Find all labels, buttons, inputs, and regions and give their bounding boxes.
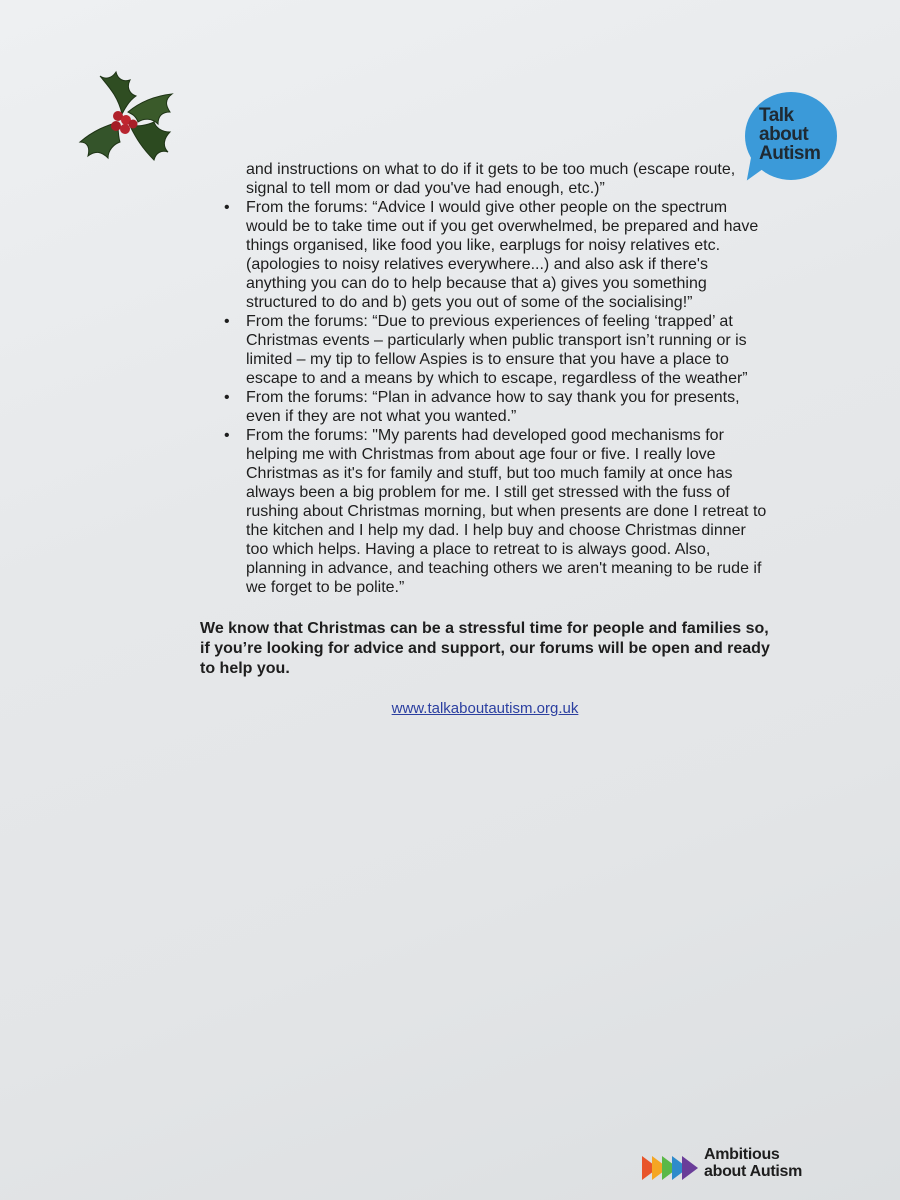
bullet-icon: • — [224, 313, 230, 330]
holly-icon — [78, 66, 174, 166]
talk-about-autism-wordmark — [759, 106, 820, 163]
list-item — [200, 388, 770, 426]
list-item-text: From the forums: “Due to previous experiences of feeling ‘trapped’ at Christmas events – particularly when public transport isn’t running or is limited – my tip to fellow Aspies is to ensure that you have a place to escape to and a means by which to escape, regardless of the weather” — [246, 313, 748, 387]
continued-quote: and instructions on what to do if it gets to be too much (escape route, signal to tell mom or dad you've had enough, etc.)” — [246, 161, 736, 197]
bullet-icon: • — [224, 199, 230, 216]
list-item-text: From the forums: “Advice I would give other people on the spectrum would be to take time out if you get overwhelmed, be prepared and have things organised, like food you like, earplugs for noisy relatives etc. (apologies to noisy relatives everywhere...) and also ask if there's anything you can do to help because that a) gives you something structured to do and b) gets you out of some of the socialising!” — [246, 199, 759, 311]
forum-quotes-list — [200, 198, 770, 597]
bullet-icon: • — [224, 389, 230, 406]
website-link[interactable]: www.talkaboutautism.org.uk — [391, 700, 579, 717]
logo-word: about — [759, 124, 809, 145]
ambitious-about-autism-logo — [642, 1146, 842, 1186]
logo-word: about Autism — [704, 1163, 803, 1180]
logo-word: Ambitious — [704, 1146, 780, 1163]
logo-word: Autism — [759, 143, 821, 164]
arrows-icon — [642, 1152, 702, 1184]
main-content — [200, 160, 770, 718]
list-item-text: From the forums: "My parents had developed good mechanisms for helping me with Christmas from about age four or five. I really love Christmas as it's for family and stuff, but too much family at once has always been a big problem for me. I still get stressed with the fuss of rushing about Christmas morning, but when presents are done I retreat to the kitchen and I help my dad. I help buy and choose Christmas dinner too which helps. Having a place to retreat to is always good. Also, planning in advance, and teaching others we aren't meaning to be rude if we forget to be polite.” — [246, 427, 767, 596]
ambitious-about-autism-wordmark — [704, 1146, 802, 1180]
list-item-text: From the forums: “Plan in advance how to say thank you for presents, even if they are not what you wanted.” — [246, 389, 740, 425]
closing-statement: We know that Christmas can be a stressful time for people and families so, if you’re looking for advice and support, our forums will be open and ready to help you. — [200, 620, 770, 677]
list-item — [200, 312, 770, 388]
list-item — [200, 426, 770, 597]
bullet-icon: • — [224, 427, 230, 444]
list-item — [200, 198, 770, 312]
logo-word: Talk — [759, 105, 794, 126]
